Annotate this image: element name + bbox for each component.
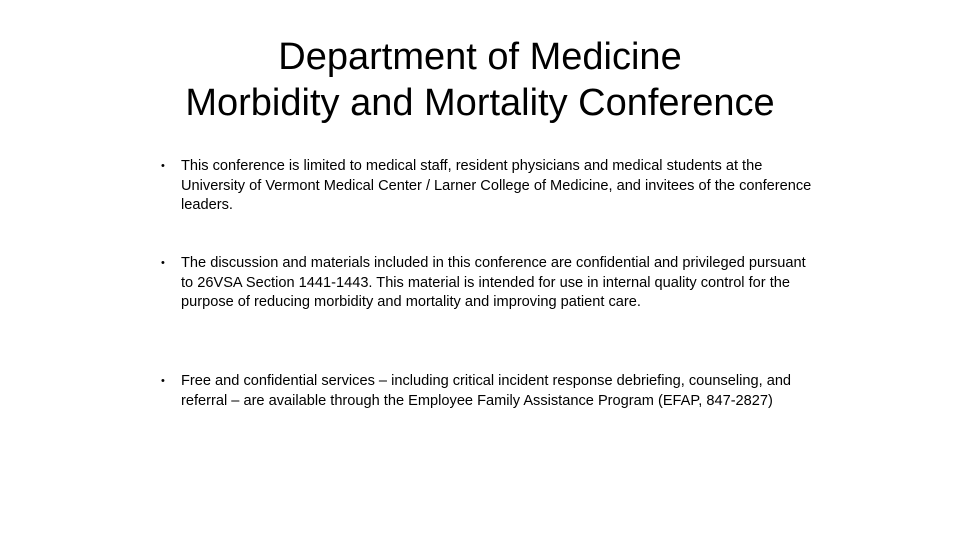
- bullet-item-services: [158, 372, 818, 411]
- bullet-marker: •: [161, 257, 165, 269]
- bullet-marker: •: [161, 160, 165, 172]
- bullet-text: The discussion and materials included in this conference are confidential and privileged pursuant to 26VSA Section 1441-1443. This material is intended for use in internal quality control for the purpose of reducing morbidity and mortality and improving patient care.: [181, 255, 806, 310]
- bullet-item-access: [158, 157, 818, 216]
- title-line-1: Department of Medicine: [278, 36, 682, 78]
- slide-title: [120, 34, 840, 126]
- bullet-text: Free and confidential services – including critical incident response debriefing, counseling, and referral – are available through the Employee Family Assistance Program (EFAP, 847-2827): [181, 373, 792, 409]
- title-line-2: Morbidity and Mortality Conference: [185, 82, 775, 124]
- bullet-marker: •: [161, 375, 165, 387]
- bullet-text: This conference is limited to medical staff, resident physicians and medical students at the University of Vermont Medical Center / Larner College of Medicine, and invitees of the conference leaders.: [181, 158, 812, 213]
- bullet-item-confidentiality: [158, 254, 818, 313]
